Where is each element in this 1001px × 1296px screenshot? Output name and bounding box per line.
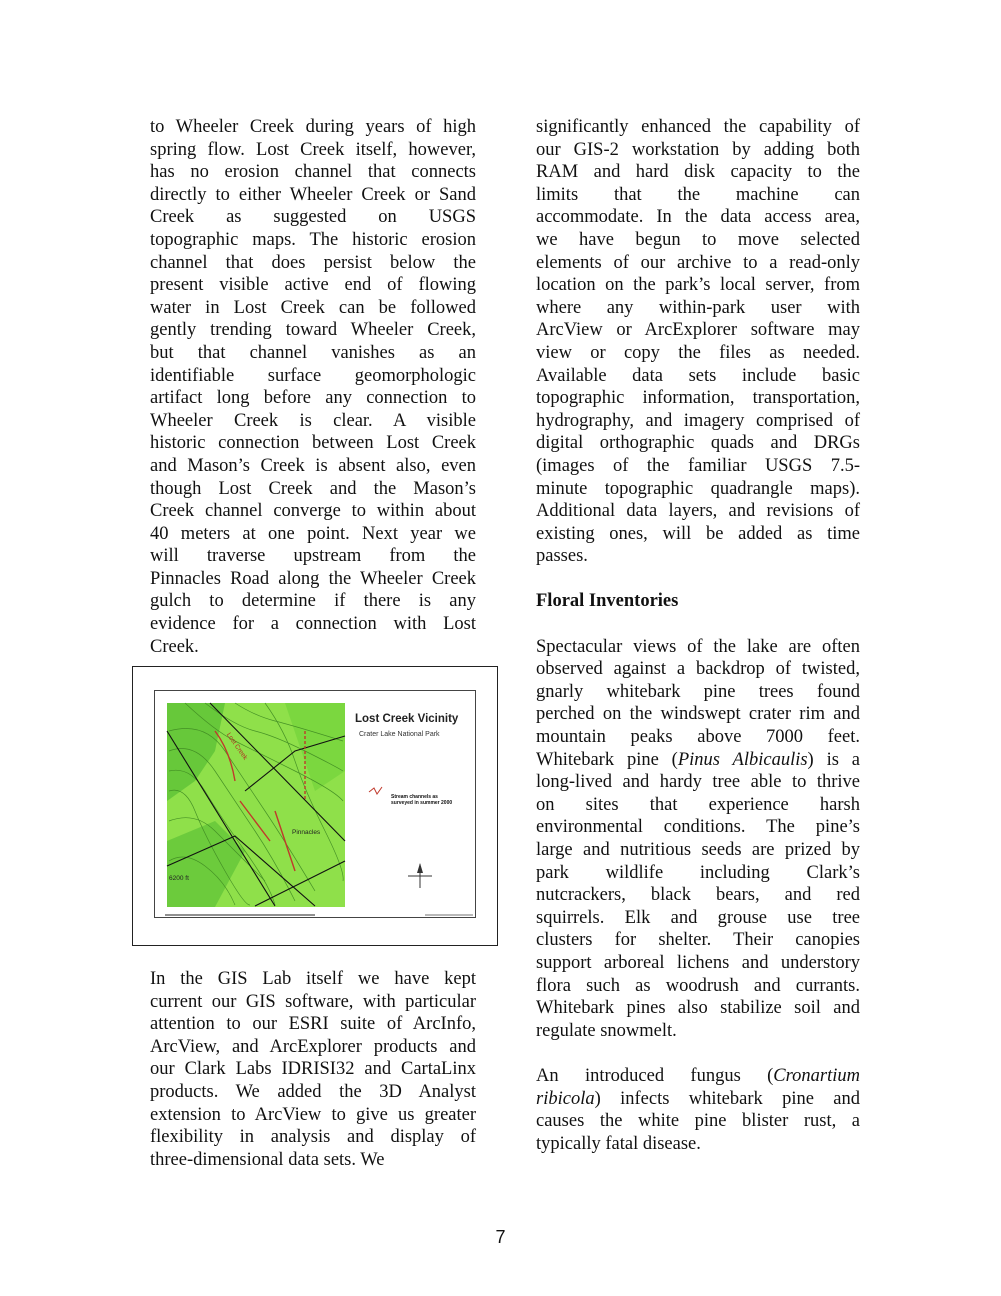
text-line: environmental conditions. The pine’s	[536, 817, 860, 838]
text-line: long-lived and hardy tree able to thrive	[536, 772, 860, 793]
text-line: historic connection between Lost Creek	[150, 433, 476, 454]
text-line: Creek as suggested on USGS	[150, 207, 476, 228]
text-line: flexibility in analysis and display of	[150, 1127, 476, 1148]
text-line: Creek.	[150, 636, 199, 657]
text-line: where any within-park user with	[536, 297, 860, 318]
text-line: limits that the machine can	[536, 184, 860, 205]
text-line: and Mason’s Creek is absent also, even	[150, 455, 476, 476]
text-line: gently trending toward Wheeler Creek,	[150, 320, 476, 341]
map-legend-text: Stream channels as surveyed in summer 2000	[391, 794, 453, 806]
text-line: passes.	[536, 546, 588, 567]
text-line: 40 meters at one point. Next year we	[150, 523, 476, 544]
text-line: we have begun to move selected	[536, 229, 860, 250]
map-label-pinnacles: Pinnacles	[292, 829, 321, 836]
left-column-lower	[150, 968, 476, 1171]
text-line: Spectacular views of the lake are often	[536, 636, 860, 657]
right-column	[536, 116, 860, 1155]
north-arrow-icon	[408, 863, 432, 888]
page-number: 7	[495, 1227, 506, 1247]
paragraph-gis-workstation	[536, 116, 860, 568]
text-line: observed against a backdrop of twisted,	[536, 659, 860, 680]
text-line: products. We added the 3D Analyst	[150, 1081, 476, 1102]
text-line: ArcView or ArcExplorer software may	[536, 320, 860, 341]
text-line: view or copy the files as needed.	[536, 342, 860, 363]
text-line: existing ones, will be added as time	[536, 523, 860, 544]
text-line: has no erosion channel that connects	[150, 162, 476, 183]
map-title: Lost Creek Vicinity	[355, 713, 459, 725]
text-line: RAM and hard disk capacity to the	[536, 162, 860, 183]
text-line: will traverse upstream from the	[150, 546, 476, 567]
section-heading-floral-inventories: Floral Inventories	[536, 591, 679, 612]
paragraph-gis-lab	[150, 968, 476, 1171]
text-line: our GIS-2 workstation by adding both	[536, 139, 860, 160]
paragraph-blister-rust: An introduced fungus (Cronartium ribicola) infects whitebark pine and causes the white pine blister rust, a typically fatal disease.	[536, 1065, 860, 1154]
text-line: three-dimensional data sets. We	[150, 1149, 385, 1170]
text-line: artifact long before any connection to	[150, 388, 476, 409]
text-line: mountain peaks above 7000 feet.	[536, 727, 860, 748]
text-line: topographic information, transportation,	[536, 388, 860, 409]
text-line: hydrography, and imagery comprised of	[536, 410, 860, 431]
text-line: nutcrackers, black bears, and red	[536, 885, 860, 906]
map-figure	[154, 690, 476, 918]
text-line: gulch to determine if there is any	[150, 591, 476, 612]
text-line: water in Lost Creek can be followed	[150, 297, 476, 318]
text-line: topographic maps. The historic erosion	[150, 229, 476, 250]
text-line: but that channel vanishes as an	[150, 342, 476, 363]
text-line: clusters for shelter. Their canopies	[536, 930, 860, 951]
paragraph-whitebark-pine	[536, 636, 860, 1043]
map-label-elevation: 6200 ft	[169, 875, 189, 882]
text-line: location on the park’s local server, from	[536, 275, 860, 296]
text-line: Whitebark pine (Pinus Albicaulis) is a	[536, 749, 861, 770]
text-line: to Wheeler Creek during years of high	[150, 117, 476, 137]
text-line: channel that does persist below the	[150, 252, 476, 273]
text-line: accommodate. In the data access area,	[536, 207, 860, 228]
text-line: identifiable surface geomorphologic	[150, 365, 476, 386]
text-line: current our GIS software, with particular	[150, 991, 476, 1012]
text-line: on sites that experience harsh	[536, 794, 860, 815]
text-line: ArcView, and ArcExplorer products and	[150, 1036, 476, 1057]
text-line: evidence for a connection with Lost	[150, 614, 476, 635]
text-line: flora such as woodrush and currants.	[536, 975, 860, 996]
text-line: Creek channel converge to within about	[150, 501, 476, 522]
text-line: extension to ArcView to give us greater	[150, 1104, 476, 1125]
text-line: (images of the familiar USGS 7.5-	[536, 455, 860, 476]
paragraph-lost-creek	[150, 116, 476, 658]
text-line: Available data sets include basic	[536, 365, 860, 386]
text-line: Wheeler Creek is clear. A visible	[150, 410, 476, 431]
text-line: elements of our archive to a read-only	[536, 252, 860, 273]
text-line: present visible active end of flowing	[150, 275, 476, 296]
text-line: our Clark Labs IDRISI32 and CartaLinx	[150, 1059, 476, 1080]
text-line: spring flow. Lost Creek itself, however,	[150, 139, 476, 160]
text-line: gnarly whitebark pine trees found	[536, 681, 860, 702]
text-line: squirrels. Elk and grouse use tree	[536, 907, 860, 928]
text-line: support arboreal lichens and understory	[536, 952, 860, 973]
text-line: large and nutritious seeds are prized by	[536, 840, 860, 860]
text-line: perched on the windswept crater rim and	[536, 704, 860, 725]
text-line: regulate snowmelt.	[536, 1020, 677, 1041]
text-line: Additional data layers, and revisions of	[536, 501, 860, 522]
map-subtitle: Crater Lake National Park	[359, 731, 440, 738]
text-line: attention to our ESRI suite of ArcInfo,	[150, 1014, 476, 1035]
text-line: directly to either Wheeler Creek or Sand	[150, 184, 476, 205]
text-line: digital orthographic quads and DRGs	[536, 433, 860, 454]
map-label-lost-creek: Lost Creek	[224, 731, 249, 762]
text-line: though Lost Creek and the Mason’s	[150, 478, 476, 499]
text-line: In the GIS Lab itself we have kept	[150, 969, 476, 989]
left-column	[150, 116, 476, 658]
text-line: Pinnacles Road along the Wheeler Creek	[150, 568, 476, 589]
text-line: Whitebark pines also stabilize soil and	[536, 998, 860, 1019]
text-line: significantly enhanced the capability of	[536, 117, 860, 137]
text-line: minute topographic quadrangle maps).	[536, 478, 860, 499]
legend-stream-symbol	[369, 787, 382, 794]
text-line: park wildlife including Clark’s	[536, 862, 860, 883]
